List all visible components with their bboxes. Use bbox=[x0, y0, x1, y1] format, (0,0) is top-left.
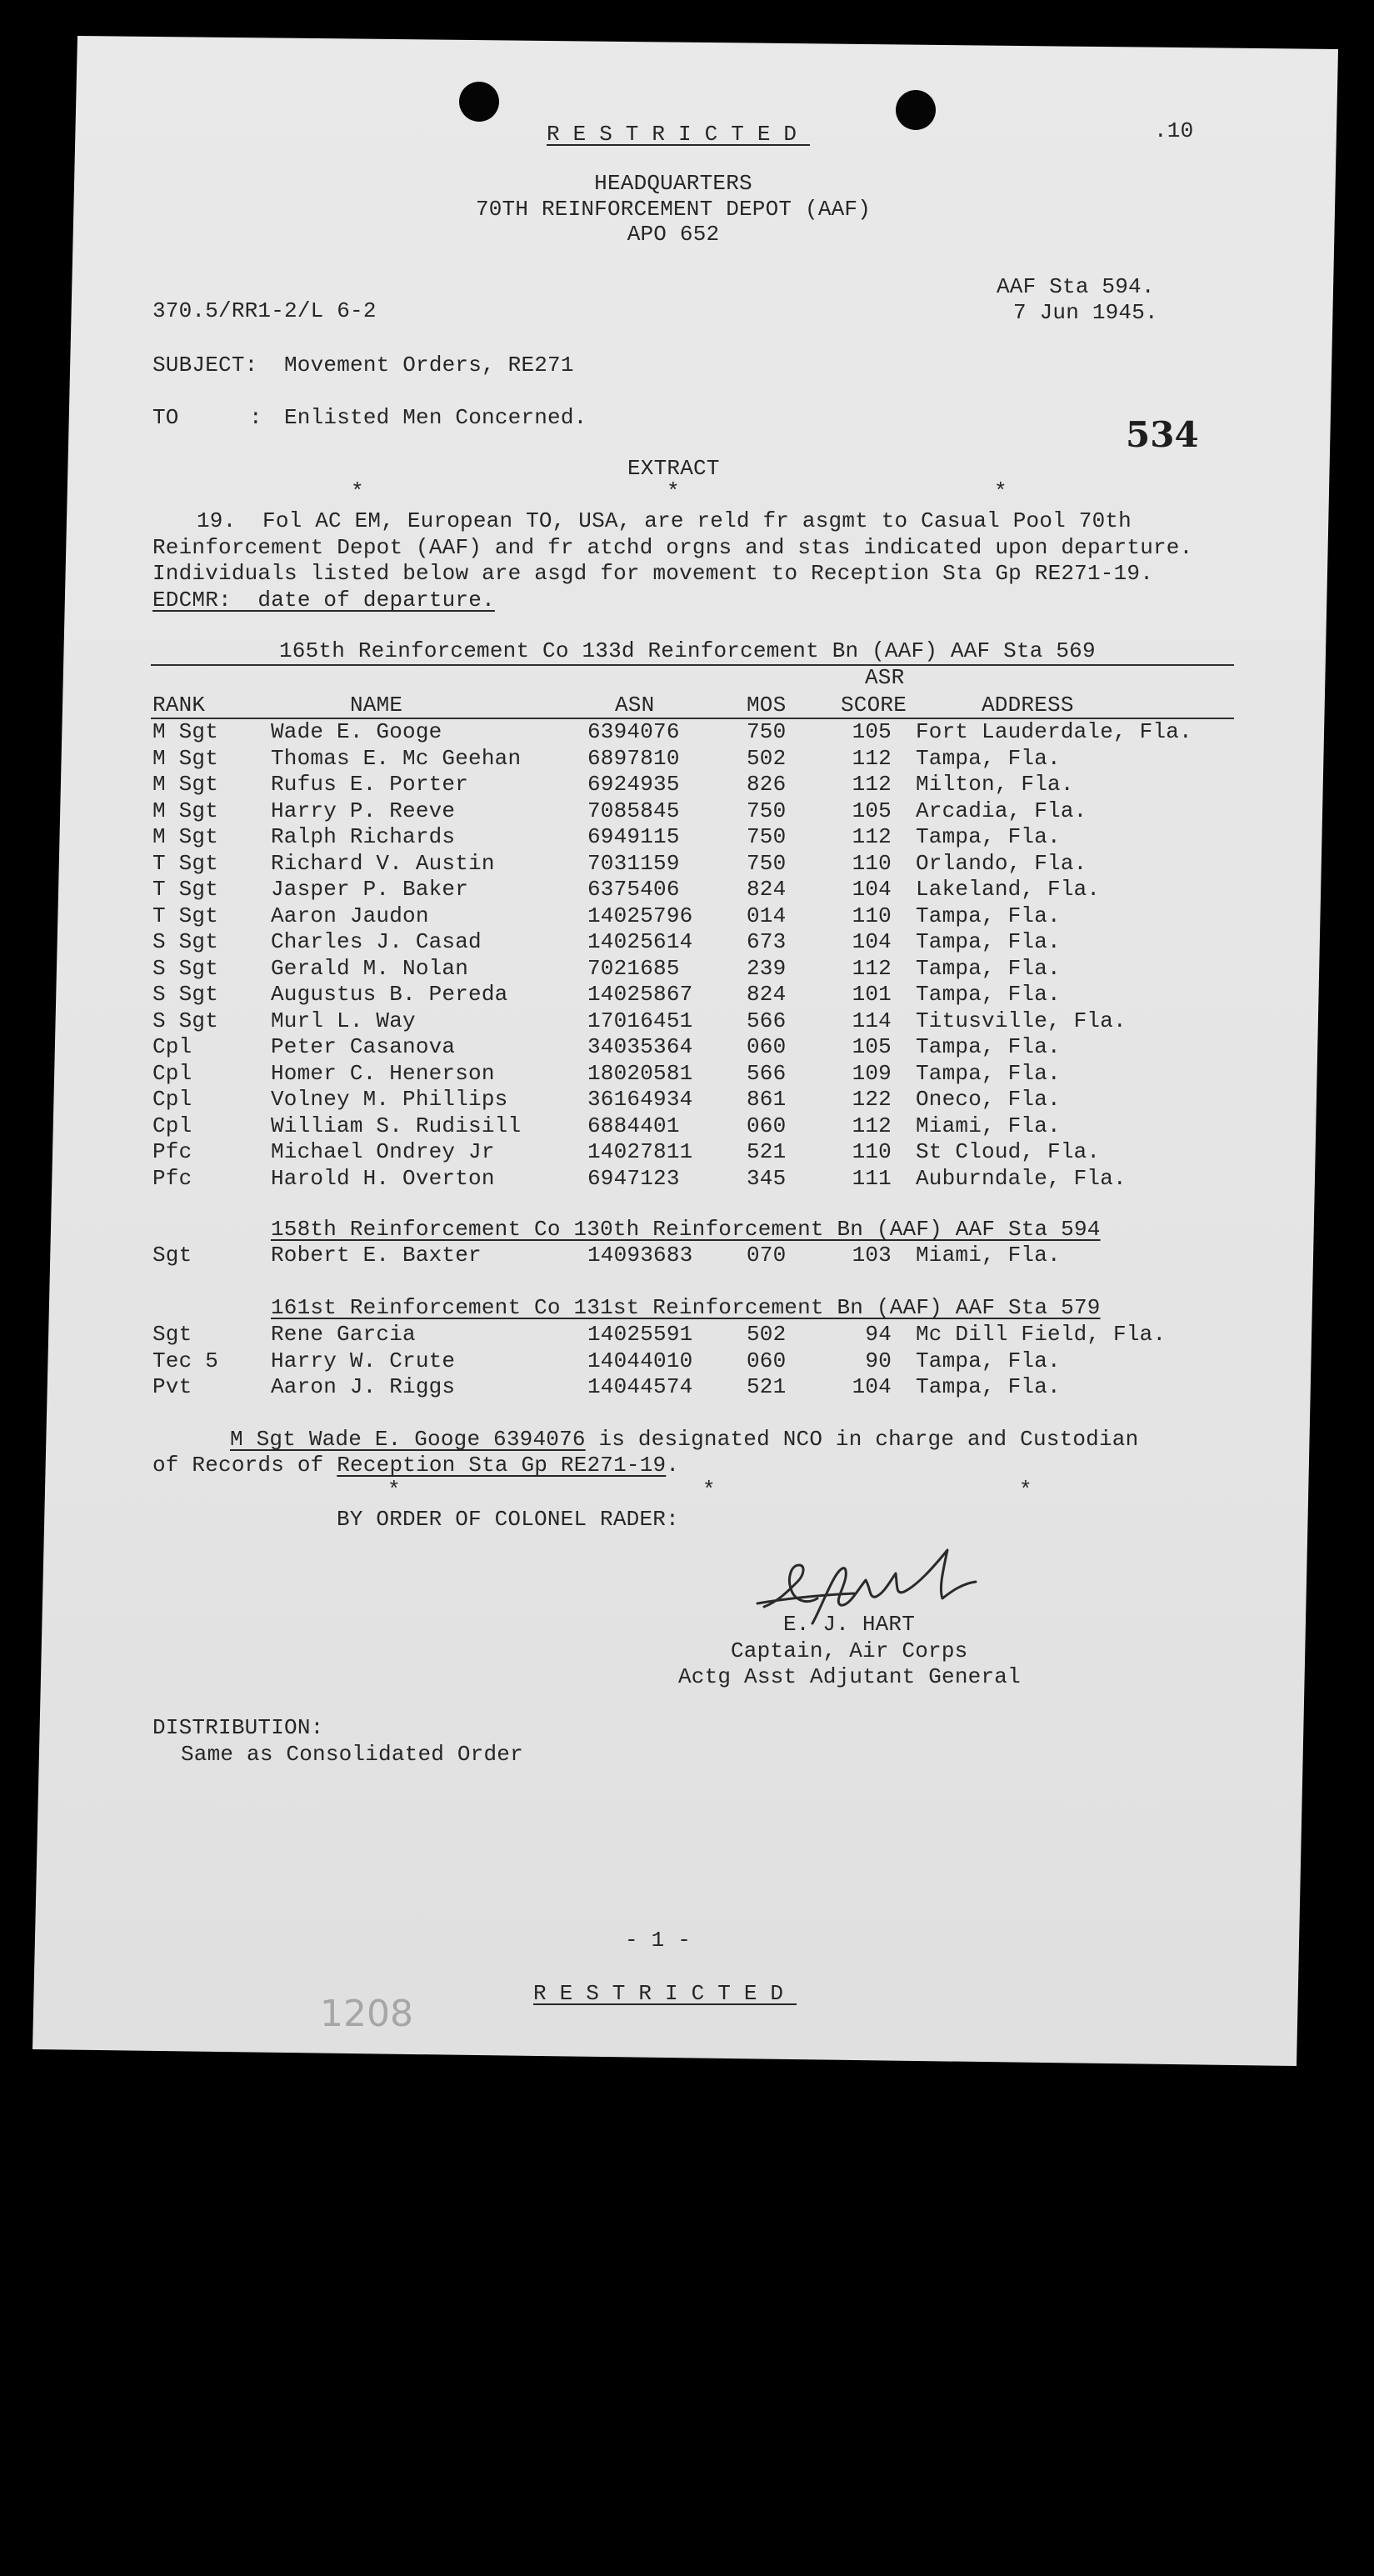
asn-cell: 14025867 bbox=[587, 982, 693, 1007]
name-cell: Harold H. Overton bbox=[271, 1165, 495, 1191]
asr-score-cell: 109 bbox=[852, 1060, 892, 1086]
address-cell: Lakeland, Fla. bbox=[916, 877, 1101, 902]
table-rule-top bbox=[151, 664, 1234, 666]
address-cell: St Cloud, Fla. bbox=[916, 1139, 1101, 1164]
asr-score-cell: 90 bbox=[865, 1348, 892, 1373]
edcmr-line: EDCMR: date of departure. bbox=[152, 588, 495, 613]
roster-row bbox=[152, 1348, 1236, 1375]
address-cell: Titusville, Fla. bbox=[916, 1008, 1127, 1033]
name-cell: Homer C. Henerson bbox=[271, 1060, 495, 1086]
roster-section-rows bbox=[152, 719, 1236, 1192]
distribution-text: Same as Consolidated Order bbox=[181, 1742, 523, 1767]
asn-cell: 6949115 bbox=[587, 824, 680, 849]
asn-cell: 14025591 bbox=[587, 1322, 693, 1347]
name-cell: Murl L. Way bbox=[271, 1008, 416, 1033]
asn-cell: 6897810 bbox=[587, 745, 680, 771]
addressee-label: TO bbox=[152, 405, 179, 430]
station: AAF Sta 594. bbox=[997, 274, 1155, 299]
rank-cell: Sgt bbox=[152, 1322, 192, 1347]
file-reference: 370.5/RR1-2/L 6-2 bbox=[152, 298, 377, 323]
nco-note-text: of Records of bbox=[152, 1453, 337, 1478]
classification-top: RESTRICTED bbox=[547, 122, 811, 147]
order-date: 7 Jun 1945. bbox=[1013, 300, 1158, 325]
section-mark: * bbox=[667, 479, 680, 504]
section-mark: * bbox=[702, 1478, 716, 1503]
rank-cell: S Sgt bbox=[152, 982, 219, 1007]
asr-score-cell: 110 bbox=[852, 903, 892, 928]
rank-cell: Tec 5 bbox=[152, 1348, 219, 1373]
name-cell: Michael Ondrey Jr bbox=[271, 1139, 495, 1164]
column-header-asr: ASR bbox=[865, 665, 905, 690]
asn-cell: 14093683 bbox=[587, 1243, 693, 1268]
roster-section-rows bbox=[152, 1322, 1236, 1401]
asn-cell: 34035364 bbox=[587, 1034, 693, 1059]
extract-label: EXTRACT bbox=[627, 456, 720, 481]
asn-cell: 7031159 bbox=[587, 850, 680, 876]
name-cell: Jasper P. Baker bbox=[271, 877, 469, 902]
name-cell: Ralph Richards bbox=[271, 824, 456, 849]
asr-score-cell: 110 bbox=[852, 1139, 892, 1164]
mos-cell: 521 bbox=[747, 1139, 787, 1164]
address-cell: Oneco, Fla. bbox=[916, 1087, 1061, 1112]
rank-cell: Cpl bbox=[152, 1113, 192, 1138]
rank-cell: T Sgt bbox=[152, 877, 219, 902]
address-cell: Tampa, Fla. bbox=[916, 1034, 1061, 1059]
asr-score-cell: 112 bbox=[852, 824, 892, 849]
mos-cell: 750 bbox=[747, 850, 787, 876]
rank-cell: T Sgt bbox=[152, 903, 219, 928]
address-cell: Tampa, Fla. bbox=[916, 1348, 1061, 1373]
nco-note-line-2 bbox=[152, 1453, 679, 1478]
asr-score-cell: 104 bbox=[852, 877, 892, 902]
mos-cell: 345 bbox=[747, 1165, 787, 1191]
paragraph-line: Individuals listed below are asgd for movement to Reception Sta Gp RE271-19. bbox=[152, 561, 1153, 586]
rank-cell: T Sgt bbox=[152, 850, 219, 876]
rank-cell: M Sgt bbox=[152, 745, 219, 771]
roster-row bbox=[152, 1322, 1236, 1348]
roster-row bbox=[152, 877, 1236, 903]
asr-score-cell: 110 bbox=[852, 850, 892, 876]
name-cell: Rene Garcia bbox=[271, 1322, 416, 1347]
addressee-separator: : bbox=[249, 405, 262, 430]
asn-cell: 7021685 bbox=[587, 955, 680, 981]
roster-row bbox=[152, 746, 1236, 773]
archive-stamp: 1208 bbox=[320, 1993, 413, 2035]
asn-cell: 7085845 bbox=[587, 798, 680, 823]
asr-score-cell: 112 bbox=[852, 955, 892, 981]
rank-cell: M Sgt bbox=[152, 719, 219, 744]
column-header-rank: RANK bbox=[152, 693, 206, 718]
roster-row bbox=[152, 1034, 1236, 1061]
address-cell: Fort Lauderdale, Fla. bbox=[916, 719, 1192, 744]
asr-score-cell: 111 bbox=[852, 1165, 892, 1191]
asr-score-cell: 112 bbox=[852, 772, 892, 797]
roster-section-heading: 158th Reinforcement Co 130th Reinforcement Bn (AAF) AAF Sta 594 bbox=[271, 1217, 1101, 1242]
asr-score-cell: 103 bbox=[852, 1243, 892, 1268]
stamped-number: 534 bbox=[1126, 414, 1199, 455]
roster-row bbox=[152, 1243, 1236, 1269]
rank-cell: Cpl bbox=[152, 1087, 192, 1112]
address-cell: Miami, Fla. bbox=[916, 1113, 1061, 1138]
asr-score-cell: 105 bbox=[852, 798, 892, 823]
asn-cell: 6394076 bbox=[587, 719, 680, 744]
page-mark: .10 bbox=[1154, 118, 1194, 143]
address-cell: Tampa, Fla. bbox=[916, 955, 1061, 981]
mos-cell: 521 bbox=[747, 1374, 787, 1399]
address-cell: Orlando, Fla. bbox=[916, 850, 1087, 876]
roster-row bbox=[152, 1166, 1236, 1193]
address-cell: Tampa, Fla. bbox=[916, 1060, 1061, 1086]
mos-cell: 826 bbox=[747, 772, 787, 797]
roster-header-row bbox=[152, 693, 1236, 718]
section-mark: * bbox=[387, 1478, 401, 1503]
rank-cell: Pvt bbox=[152, 1374, 192, 1399]
roster-row bbox=[152, 1113, 1236, 1140]
name-cell: Augustus B. Pereda bbox=[271, 982, 508, 1007]
asn-cell: 6884401 bbox=[587, 1113, 680, 1138]
rank-cell: S Sgt bbox=[152, 929, 219, 954]
reception-group: Reception Sta Gp RE271-19 bbox=[337, 1453, 667, 1478]
paragraph-line: 19. Fol AC EM, European TO, USA, are reld fr asgmt to Casual Pool 70th bbox=[197, 508, 1132, 533]
mos-cell: 502 bbox=[747, 1322, 787, 1347]
subject-label: SUBJECT: bbox=[152, 353, 258, 378]
rank-cell: S Sgt bbox=[152, 1008, 219, 1033]
mos-cell: 566 bbox=[747, 1008, 787, 1033]
subject-text: Movement Orders, RE271 bbox=[284, 353, 574, 378]
asn-cell: 14044010 bbox=[587, 1348, 693, 1373]
signer-title: Actg Asst Adjutant General bbox=[678, 1664, 1021, 1689]
address-cell: Milton, Fla. bbox=[916, 772, 1074, 797]
roster-row bbox=[152, 1087, 1236, 1113]
punch-hole-right bbox=[896, 90, 936, 130]
rank-cell: Pfc bbox=[152, 1165, 192, 1191]
roster-row bbox=[152, 903, 1236, 930]
column-header-score: SCORE bbox=[841, 693, 907, 718]
name-cell: Robert E. Baxter bbox=[271, 1243, 482, 1268]
mos-cell: 861 bbox=[747, 1087, 787, 1112]
asr-score-cell: 114 bbox=[852, 1008, 892, 1033]
addressee-text: Enlisted Men Concerned. bbox=[284, 405, 587, 430]
roster-row bbox=[152, 772, 1236, 798]
mos-cell: 673 bbox=[747, 929, 787, 954]
name-cell: Thomas E. Mc Geehan bbox=[271, 745, 522, 771]
roster-row bbox=[152, 982, 1236, 1008]
nco-name: M Sgt Wade E. Googe 6394076 bbox=[230, 1427, 586, 1452]
hq-line-2: 70TH REINFORCEMENT DEPOT (AAF) bbox=[475, 197, 872, 222]
roster-section-heading: 165th Reinforcement Co 133d Reinforcement Bn (AAF) AAF Sta 569 bbox=[279, 638, 1096, 663]
roster-row bbox=[152, 719, 1236, 746]
roster-section-rows bbox=[152, 1243, 1236, 1269]
name-cell: Wade E. Googe bbox=[271, 719, 442, 744]
address-cell: Tampa, Fla. bbox=[916, 745, 1061, 771]
page-number: - 1 - bbox=[625, 1928, 692, 1953]
name-cell: Harry P. Reeve bbox=[271, 798, 456, 823]
name-cell: Richard V. Austin bbox=[271, 850, 495, 876]
authority-line: BY ORDER OF COLONEL RADER: bbox=[337, 1507, 679, 1532]
name-cell: Volney M. Phillips bbox=[271, 1087, 508, 1112]
mos-cell: 824 bbox=[747, 982, 787, 1007]
roster-row bbox=[152, 1061, 1236, 1088]
column-header-asn: ASN bbox=[615, 693, 655, 718]
hq-line-1: HEADQUARTERS bbox=[594, 171, 752, 196]
mos-cell: 060 bbox=[747, 1034, 787, 1059]
name-cell: Harry W. Crute bbox=[271, 1348, 456, 1373]
roster-row bbox=[152, 956, 1236, 983]
mos-cell: 566 bbox=[747, 1060, 787, 1086]
name-cell: Gerald M. Nolan bbox=[271, 955, 469, 981]
name-cell: Aaron Jaudon bbox=[271, 903, 429, 928]
roster-section-heading: 161st Reinforcement Co 131st Reinforcement Bn (AAF) AAF Sta 579 bbox=[271, 1295, 1101, 1320]
asr-score-cell: 101 bbox=[852, 982, 892, 1007]
asn-cell: 14025796 bbox=[587, 903, 693, 928]
address-cell: Mc Dill Field, Fla. bbox=[916, 1322, 1167, 1347]
roster-row bbox=[152, 798, 1236, 825]
mos-cell: 502 bbox=[747, 745, 787, 771]
column-header-mos: MOS bbox=[747, 693, 787, 718]
asr-score-cell: 122 bbox=[852, 1087, 892, 1112]
asn-cell: 6924935 bbox=[587, 772, 680, 797]
rank-cell: M Sgt bbox=[152, 824, 219, 849]
roster-row bbox=[152, 1008, 1236, 1035]
mos-cell: 750 bbox=[747, 798, 787, 823]
column-header-name: NAME bbox=[350, 693, 403, 718]
column-header-address: ADDRESS bbox=[982, 693, 1074, 718]
mos-cell: 070 bbox=[747, 1243, 787, 1268]
signer-rank: Captain, Air Corps bbox=[731, 1638, 968, 1663]
nco-note-text: . bbox=[666, 1453, 680, 1478]
address-cell: Tampa, Fla. bbox=[916, 982, 1061, 1007]
address-cell: Tampa, Fla. bbox=[916, 903, 1061, 928]
asn-cell: 14025614 bbox=[587, 929, 693, 954]
roster-row bbox=[152, 1139, 1236, 1166]
mos-cell: 060 bbox=[747, 1113, 787, 1138]
paragraph-line: Reinforcement Depot (AAF) and fr atchd orgns and stas indicated upon departure. bbox=[152, 535, 1193, 560]
asn-cell: 6947123 bbox=[587, 1165, 680, 1191]
rank-cell: Cpl bbox=[152, 1060, 192, 1086]
mos-cell: 824 bbox=[747, 877, 787, 902]
mos-cell: 239 bbox=[747, 955, 787, 981]
section-mark: * bbox=[1019, 1478, 1032, 1503]
address-cell: Arcadia, Fla. bbox=[916, 798, 1087, 823]
address-cell: Tampa, Fla. bbox=[916, 929, 1061, 954]
roster-row bbox=[152, 929, 1236, 956]
signer-name: E. J. HART bbox=[783, 1612, 916, 1637]
rank-cell: Pfc bbox=[152, 1139, 192, 1164]
name-cell: William S. Rudisill bbox=[271, 1113, 522, 1138]
rank-cell: Cpl bbox=[152, 1034, 192, 1059]
mos-cell: 060 bbox=[747, 1348, 787, 1373]
asn-cell: 14044574 bbox=[587, 1374, 693, 1399]
name-cell: Charles J. Casad bbox=[271, 929, 482, 954]
asr-score-cell: 105 bbox=[852, 1034, 892, 1059]
asr-score-cell: 104 bbox=[852, 1374, 892, 1399]
roster-row bbox=[152, 851, 1236, 878]
mos-cell: 750 bbox=[747, 719, 787, 744]
name-cell: Rufus E. Porter bbox=[271, 772, 469, 797]
asn-cell: 14027811 bbox=[587, 1139, 693, 1164]
rank-cell: Sgt bbox=[152, 1243, 192, 1268]
asr-score-cell: 112 bbox=[852, 1113, 892, 1138]
asr-score-cell: 104 bbox=[852, 929, 892, 954]
nco-note-line-1 bbox=[230, 1427, 1138, 1453]
name-cell: Peter Casanova bbox=[271, 1034, 456, 1059]
classification-bottom: RESTRICTED bbox=[533, 1981, 797, 2006]
distribution-label: DISTRIBUTION: bbox=[152, 1715, 324, 1740]
section-mark: * bbox=[351, 479, 364, 504]
rank-cell: M Sgt bbox=[152, 772, 219, 797]
rank-cell: S Sgt bbox=[152, 955, 219, 981]
address-cell: Tampa, Fla. bbox=[916, 824, 1061, 849]
asr-score-cell: 94 bbox=[865, 1322, 892, 1347]
asr-score-cell: 112 bbox=[852, 745, 892, 771]
asn-cell: 36164934 bbox=[587, 1087, 693, 1112]
rank-cell: M Sgt bbox=[152, 798, 219, 823]
section-mark: * bbox=[994, 479, 1007, 504]
asn-cell: 18020581 bbox=[587, 1060, 693, 1086]
asn-cell: 6375406 bbox=[587, 877, 680, 902]
address-cell: Tampa, Fla. bbox=[916, 1374, 1061, 1399]
hq-line-3: APO 652 bbox=[627, 222, 720, 247]
mos-cell: 014 bbox=[747, 903, 787, 928]
punch-hole-left bbox=[459, 82, 499, 122]
roster-row bbox=[152, 824, 1236, 851]
nco-note-text: is designated NCO in charge and Custodian bbox=[585, 1427, 1139, 1452]
roster-row bbox=[152, 1374, 1236, 1401]
mos-cell: 750 bbox=[747, 824, 787, 849]
asr-score-cell: 105 bbox=[852, 719, 892, 744]
asn-cell: 17016451 bbox=[587, 1008, 693, 1033]
address-cell: Auburndale, Fla. bbox=[916, 1165, 1127, 1191]
address-cell: Miami, Fla. bbox=[916, 1243, 1061, 1268]
name-cell: Aaron J. Riggs bbox=[271, 1374, 456, 1399]
